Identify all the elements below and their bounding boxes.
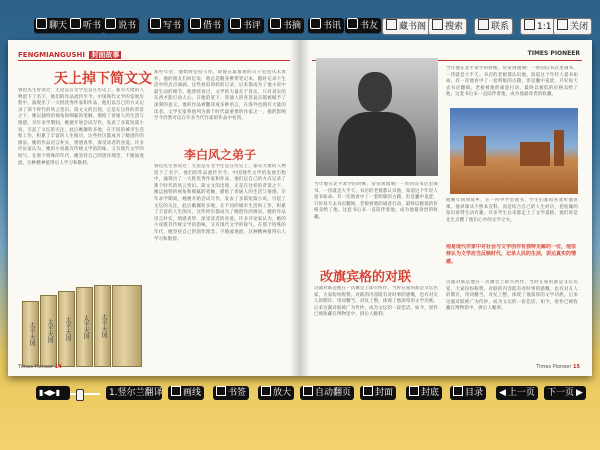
shelf-icon [386, 19, 397, 30]
article-body-col2-top: 那些年里，他始终坚持写作，即使在最艰难的日子里也从未放弃。他的朋友们回忆说，他总是随身携带笔记本，随时记录下生活中的点点滴滴。这些看似琐碎的记录，后来都成为了他小说中最生动的细节。他曾经说过，文学的力量在于真实，只有真实的东西才能打动人心。在他的笔下，普通人的喜怒哀乐都被赋予了深刻的意义。他的作品被翻译成多种语言，在海外也拥有大量的读者。文学史家将他列为那个时代最重要的作家之一，他的影响至今仍然可以在许多当代作家的作品中看到。 [154, 70, 286, 122]
contact-button[interactable]: 联系 [474, 18, 513, 35]
back-cover-button[interactable]: 封底 [406, 386, 442, 400]
right-footer: Times Pioneer 15 [536, 364, 580, 370]
next-page-button[interactable]: 下一页 ▶ [544, 386, 586, 400]
book-spine-front [112, 285, 142, 367]
draw-line-button[interactable]: 画线 [168, 386, 204, 400]
book-spine-shadow [290, 40, 310, 376]
volume-knob[interactable] [76, 389, 84, 401]
listen-book-button[interactable]: 听书 [68, 18, 104, 33]
article-title: 天上掉下简文文 [54, 71, 152, 87]
search-button[interactable]: 搜索 [428, 18, 467, 35]
shelf-button[interactable]: 藏书阁 [382, 18, 430, 35]
bottom-toolbar [0, 384, 600, 404]
right-article-title: 改旗宾格的对联 [320, 270, 412, 285]
right-body-col1-bottom: 这副对联是他在一次聚会上即兴所作，当时在座的都是文坛名家，大家纷纷称赞。对联的内容既有对时事的感慨，也有对友人的期许，用词精当，对仗工整，体现了他深厚的文学功底。后来这副对联被广为传抄，成为文坛的一段佳话。如今，原件已被收藏在博物馆中，供后人瞻仰。 [314, 286, 438, 318]
pen-icon [150, 18, 161, 29]
tell-book-button[interactable]: 说书 [103, 18, 139, 33]
mail-icon [478, 19, 489, 30]
right-body-col2-bottom: 这副对联是他在一次聚会上即兴所作，当时在座的都是文坛名家，大家纷纷称赞。对联的内容既有对时事的感慨，也有对友人的期许，用词精当，对仗工整，体现了他深厚的文学功底。后来这副对联被广为传抄，成为文坛的一段佳话。如今，原件已被收藏在博物馆中，供后人瞻仰。 [446, 280, 578, 312]
book-review-button[interactable]: 书评 [228, 18, 264, 33]
chat-icon [36, 18, 47, 29]
right-body-top: 当年他在北平求学的时候，常常到琉璃厂一带的旧书店里淘书，一待就是大半天。书店的老板都认识他，知道这个年轻人爱书如命。有一次他看中了一套明版的古籍，但是囊中羞涩，只好每天去书店翻阅，老板被他的诚意打动，最终以极低的价格卖给了他。这套书后来一直陪伴着他，成为他最珍贵的收藏。 [446, 66, 578, 98]
bookmark-icon [216, 386, 226, 396]
next-page-icon: ▶ [576, 388, 583, 398]
write-book-button[interactable]: 写书 [148, 18, 184, 33]
audio-controls[interactable] [36, 386, 70, 400]
prev-page-icon: ◀ [499, 388, 506, 398]
close-icon [557, 19, 568, 30]
book-spine: 太平天国 [58, 291, 75, 367]
book-friends-button[interactable]: 书友 [345, 18, 381, 33]
page-icon [524, 19, 535, 30]
speaker-icon [105, 18, 116, 29]
cover-icon [363, 386, 373, 396]
right-page-header: TIMES PIONEER [527, 50, 580, 57]
borrow-book-button[interactable]: 借书 [188, 18, 224, 33]
zoom-in-button[interactable]: 放大 [258, 386, 294, 400]
friends-icon [347, 18, 358, 29]
cover-button[interactable]: 封面 [360, 386, 396, 400]
autoflip-icon [303, 386, 313, 396]
left-page-header: FENGMIANGUSHI 封面故事 [18, 51, 120, 59]
desert-photo [450, 108, 578, 194]
book-spine: 太平天国 [22, 301, 39, 367]
headphone-icon [70, 18, 81, 29]
auto-flip-button[interactable]: 自动翻页 [300, 386, 354, 400]
right-body-side: 他晚年回到故乡，在一所中学里教书，学生们都很喜欢听他讲课。他讲课从不照本宣科，而是结合自己的人生经历，把枯燥的知识讲得生动有趣。许多学生后来都走上了文学道路，他们说是先生点燃了他们心中的文学之火。 [446, 198, 578, 223]
zoom-in-icon [261, 386, 271, 396]
close-button[interactable]: 关闭 [553, 18, 592, 35]
volume-slider[interactable] [70, 393, 100, 395]
pull-quote: 他是现代作家中对社会与文学创作有独特见解的一位，他坚持认为文学应当反映时代，记录人民的生活，表达真实的情感。 [446, 244, 577, 265]
search-icon [432, 19, 443, 30]
left-page[interactable] [8, 40, 300, 376]
right-page[interactable] [300, 40, 592, 376]
book-spine: 太平天国 [94, 285, 111, 367]
right-body-col1: 当年他在北平求学的时候，常常到琉璃厂一带的旧书店里淘书，一待就是大半天。书店的老板都认识他，知道这个年轻人爱书如命。有一次他看中了一套明版的古籍，但是囊中羞涩，只好每天去书店翻阅，老板被他的诚意打动，最终以极低的价格卖给了他。这套书后来一直陪伴着他，成为他最珍贵的收藏。 [314, 182, 438, 220]
header-rule [18, 60, 290, 61]
section-title: 李白风之弟子 [184, 148, 257, 162]
play-controls-icon: ▮◀▶▮ [39, 388, 61, 397]
page-indicator[interactable]: 1:1 [520, 18, 555, 35]
comment-icon [230, 18, 241, 29]
article-body-col1: 鲁迅先生曾说过：无论是在文学还是在历史上，都有大批的人物留下了名字，他们的作品流传至今。中国现代文学的发展历程中，涌现出了一大批优秀作家和作品，他们以自己的方式记录了那个时代的风云变幻。简文文的出现，正是在这样的背景之下，她以独特的视角和细腻的笔触，描绘了普通人的生活与情感。早年求学期间，她便开始尝试写作，发表了多篇短篇小说，引起了文坛的关注。此后她辗转多地，在不同的城市生活和工作，积累了丰富的人生阅历，这些经历都成为了她创作的源泉。她的作品语言朴实，情感真挚，深受读者的喜爱。许多评论家认为，她的小说既有传统文学的韵味，又有现代文学的锐气。在那个特殊的年代，她坚持自己的创作理念，不随波逐流，这种精神值得后人学习和敬仰。 [18, 88, 144, 166]
news-icon [310, 18, 321, 29]
chapter-select[interactable]: 1.竖尔兰翻译 [106, 386, 162, 400]
toc-button[interactable]: 目录 [450, 386, 486, 400]
book-news-button[interactable]: 书讯 [308, 18, 344, 33]
left-page-number: 14 [54, 364, 62, 370]
left-footer: Times Pioneer 14 [18, 364, 62, 370]
book-spine: 太平天国 [40, 295, 57, 367]
back-cover-icon [409, 386, 419, 396]
toc-icon [453, 386, 463, 396]
bookmark-button[interactable]: 书签 [213, 386, 249, 400]
open-book [8, 40, 592, 376]
prev-page-button[interactable]: ◀ 上一页 [496, 386, 538, 400]
section-label: 封面故事 [91, 51, 120, 59]
top-toolbar [0, 0, 600, 36]
book-spine: 太平天国 [76, 287, 93, 367]
book-excerpt-button[interactable]: 书摘 [268, 18, 304, 33]
right-page-number: 15 [573, 364, 580, 370]
book-set-photo [18, 285, 148, 367]
book-icon [190, 18, 201, 29]
clip-icon [270, 18, 281, 29]
article-body-col2: 鲁迅先生曾说过：无论是在文学还是在历史上，都有大批的人物留下了名字，他们的作品流传至今。中国现代文学的发展历程中，涌现出了一大批优秀作家和作品，他们以自己的方式记录了那个时代的风云变幻。简文文的出现，正是在这样的背景之下，她以独特的视角和细腻的笔触，描绘了普通人的生活与情感。早年求学期间，她便开始尝试写作，发表了多篇短篇小说，引起了文坛的关注。此后她辗转多地，在不同的城市生活和工作，积累了丰富的人生阅历，这些经历都成为了她创作的源泉。她的作品语言朴实，情感真挚，深受读者的喜爱。许多评论家认为，她的小说既有传统文学的韵味，又有现代文学的锐气。在那个特殊的年代，她坚持自己的创作理念，不随波逐流，这种精神值得后人学习和敬仰。 [154, 164, 286, 242]
chat-button[interactable]: 聊天 [34, 18, 70, 33]
author-portrait [316, 58, 438, 176]
draw-icon [171, 386, 181, 396]
